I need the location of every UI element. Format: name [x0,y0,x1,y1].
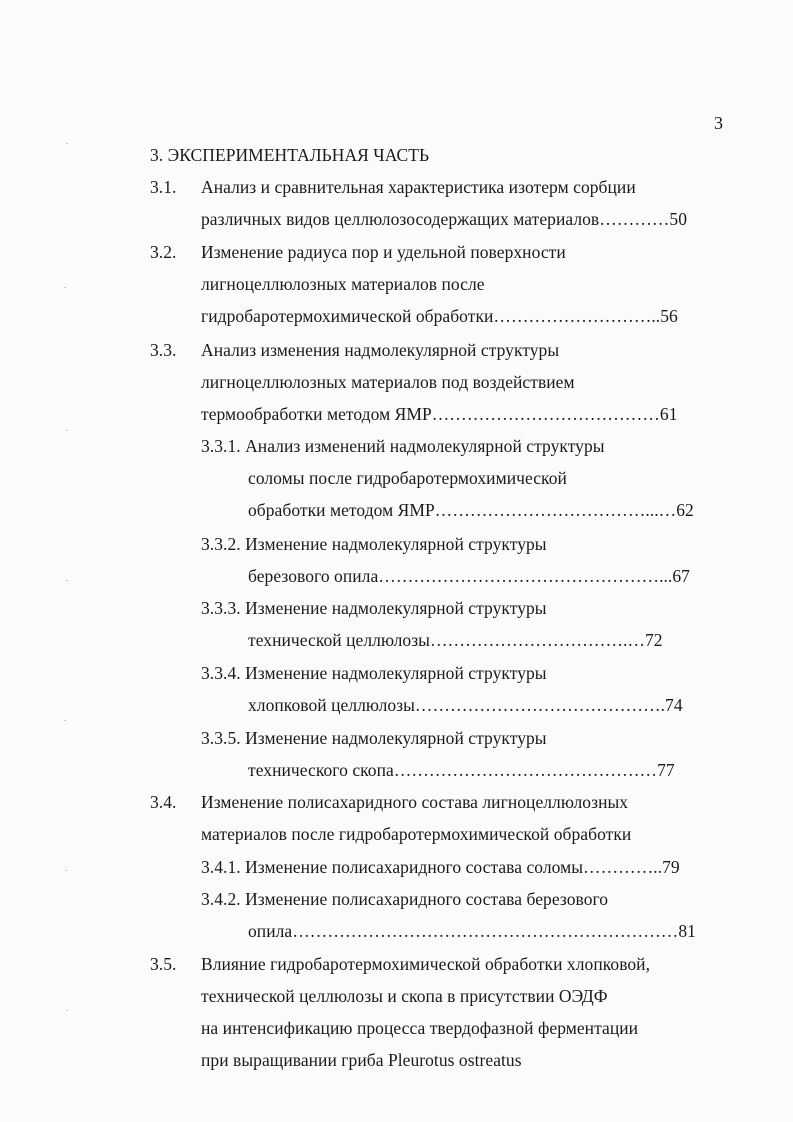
toc-number-3-2: 3.2. [150,242,177,262]
scan-speck [64,720,66,721]
toc-entry-3-4-2-line2: опила…………………………………………………………81 [248,921,696,941]
toc-number-3-3: 3.3. [150,340,177,360]
toc-entry-3-3-5-line2: технического скопа………………………………………77 [248,760,675,780]
scan-speck [66,580,68,581]
toc-entry-3-2-line3: гидробаротермохимической обработки………………………..56 [201,306,678,326]
toc-entry-3-1-line1: Анализ и сравнительная характеристика изотерм сорбции [201,177,636,197]
toc-entry-3-4-line2: материалов после гидробаротермохимической обработки [201,824,632,844]
toc-entry-3-3-5-line1: 3.3.5. Изменение надмолекулярной структуры [201,728,547,748]
section-heading: 3. ЭКСПЕРИМЕНТАЛЬНАЯ ЧАСТЬ [150,145,430,165]
toc-number-3-1: 3.1. [150,177,177,197]
toc-entry-3-3-1-line1: 3.3.1. Анализ изменений надмолекулярной структуры [201,436,605,456]
toc-entry-3-4-line1: Изменение полисахаридного состава лигноцеллюлозных [201,792,629,812]
toc-entry-3-3-1-line2: соломы после гидробаротермохимической [248,468,567,488]
toc-entry-3-3-2-line2: березового опила…………………………………………...67 [248,566,690,586]
toc-entry-3-1-line2: различных видов целлюлозосодержащих материалов…………50 [201,209,688,229]
toc-entry-3-5-line1: Влияние гидробаротермохимической обработки хлопковой, [201,954,651,974]
toc-entry-3-5-line2: технической целлюлозы и скопа в присутствии ОЭДФ [201,986,608,1006]
scan-speck [65,870,67,871]
scan-speck [64,287,66,288]
toc-entry-3-3-line2: лигноцеллюлозных материалов под воздействием [201,372,575,392]
toc-entry-3-3-4-line1: 3.3.4. Изменение надмолекулярной структуры [201,663,547,683]
toc-entry-3-3-line1: Анализ изменения надмолекулярной структуры [201,340,560,360]
toc-entry-3-3-line3: термообработки методом ЯМР…………………………………61 [201,404,678,424]
toc-entry-3-3-3-line1: 3.3.3. Изменение надмолекулярной структуры [201,598,547,618]
toc-entry-3-5-line3: на интенсификацию процесса твердофазной ферментации [201,1018,639,1038]
toc-entry-3-3-2-line1: 3.3.2. Изменение надмолекулярной структуры [201,534,547,554]
toc-number-3-4: 3.4. [150,792,177,812]
toc-entry-3-5-line4: при выращивании гриба Pleurotus ostreatus [201,1050,522,1070]
scan-speck [66,143,68,144]
toc-number-3-5: 3.5. [150,954,177,974]
toc-entry-3-3-4-line2: хлопковой целлюлозы…………………………………….74 [248,695,683,715]
toc-entry-3-2-line2: лигноцеллюлозных материалов после [201,274,485,294]
scan-speck [66,1010,68,1011]
toc-entry-3-4-1-line1: 3.4.1. Изменение полисахаридного состава соломы…………..79 [201,857,680,877]
scan-speck [66,430,68,431]
toc-entry-3-4-2-line1: 3.4.2. Изменение полисахаридного состава березового [201,889,609,909]
toc-entry-3-3-3-line2: технической целлюлозы…………………………….…72 [248,630,663,650]
toc-entry-3-2-line1: Изменение радиуса пор и удельной поверхности [201,242,566,262]
toc-entry-3-3-1-line3: обработки методом ЯМР………………………………...…62 [248,500,694,520]
page-number: 3 [714,113,723,133]
